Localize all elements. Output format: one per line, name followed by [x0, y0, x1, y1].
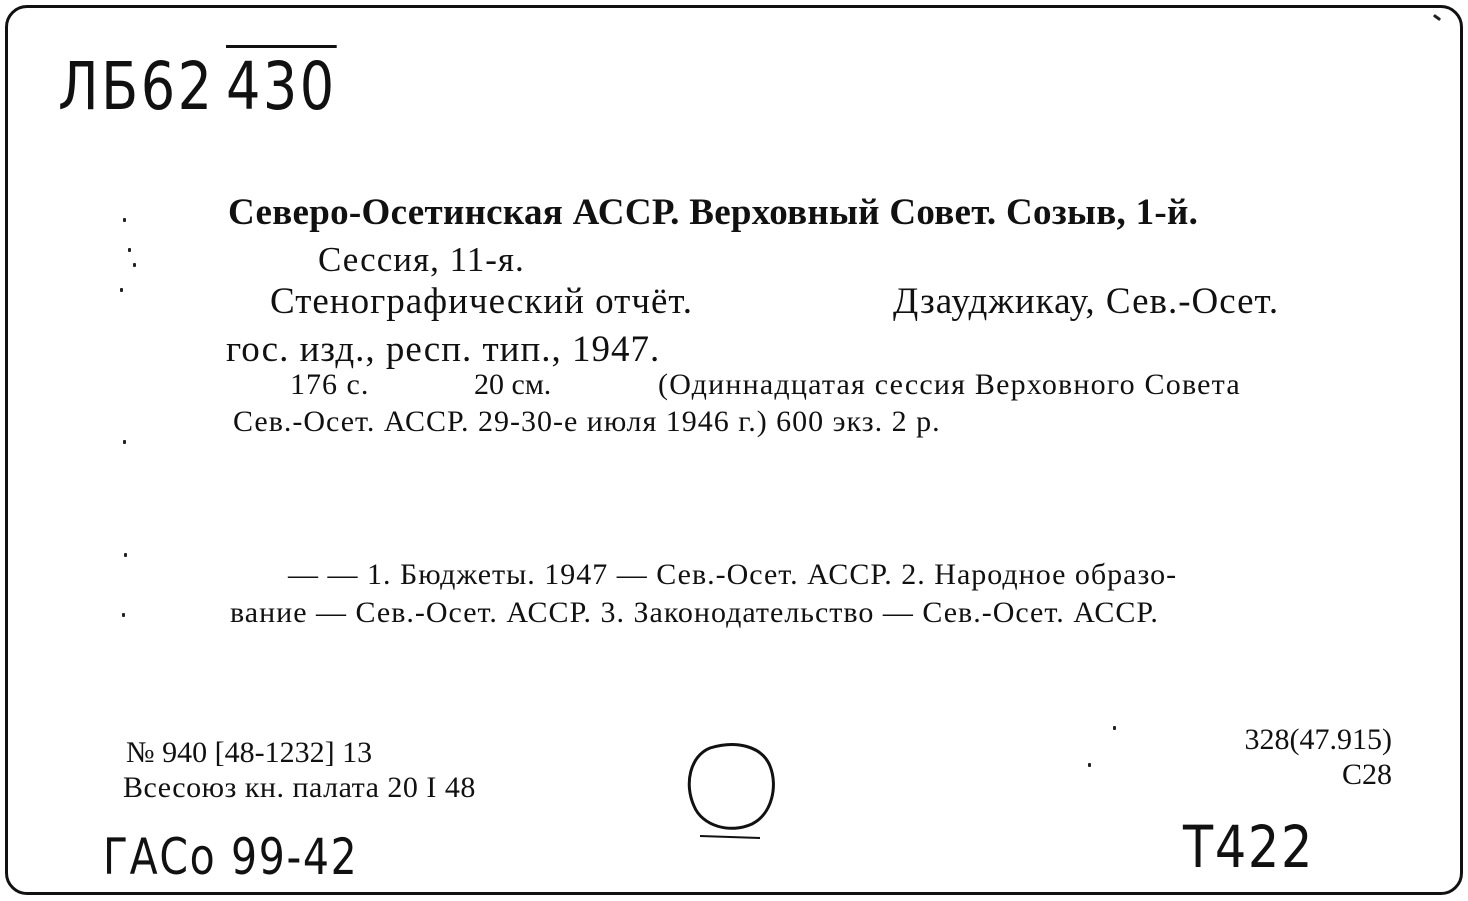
card-number: № 940 [48-1232] 13 [126, 736, 373, 769]
handwritten-inventory-mark: Т422 [1183, 813, 1315, 881]
author-sign: С28 [1341, 758, 1392, 791]
speck [124, 553, 127, 557]
subject-headings-line2: вание — Сев.-Осет. АССР. 3. Законодательство — Сев.-Осет. АССР. [230, 596, 1159, 629]
classification-index: 328(47.915) [1244, 723, 1392, 756]
speck [1433, 14, 1441, 21]
handwritten-shelf-mark [58, 48, 337, 125]
shelf-number: 430 [226, 48, 337, 125]
record-place: Дзауджикау, Сев.-Осет. [893, 281, 1280, 322]
speck [123, 218, 126, 222]
catalog-card [5, 5, 1463, 895]
speck [1113, 726, 1116, 730]
record-session: Сессия, 11-я. [318, 240, 525, 279]
record-pages: 176 с. [290, 368, 370, 401]
record-size: 20 см. [474, 368, 552, 401]
record-title: Стенографический отчёт. [270, 281, 694, 322]
record-heading: Северо-Осетинская АССР. Верховный Совет. Созыв, 1-й. [228, 192, 1199, 233]
record-note-line2: Сев.-Осет. АССР. 29-30-е июля 1946 г.) 600 экз. 2 р. [233, 405, 941, 438]
speck [120, 288, 123, 292]
speck [133, 263, 136, 267]
shelf-code: ЛБ62 [58, 48, 215, 125]
speck [1088, 763, 1091, 767]
handwritten-archive-mark: ГАСо 99-42 [103, 828, 359, 886]
record-publisher: гос. изд., респ. тип., 1947. [226, 329, 661, 370]
subject-headings-line1: — — 1. Бюджеты. 1947 — Сев.-Осет. АССР. 2. Народное образо- [288, 558, 1178, 591]
oval-stamp-mark [680, 736, 784, 842]
speck [123, 440, 126, 444]
speck [128, 248, 131, 252]
record-note-line1: (Одиннадцатая сессия Верховного Совета [658, 368, 1241, 401]
speck [122, 613, 125, 617]
book-chamber-line: Всесоюз кн. палата 20 I 48 [123, 771, 476, 804]
